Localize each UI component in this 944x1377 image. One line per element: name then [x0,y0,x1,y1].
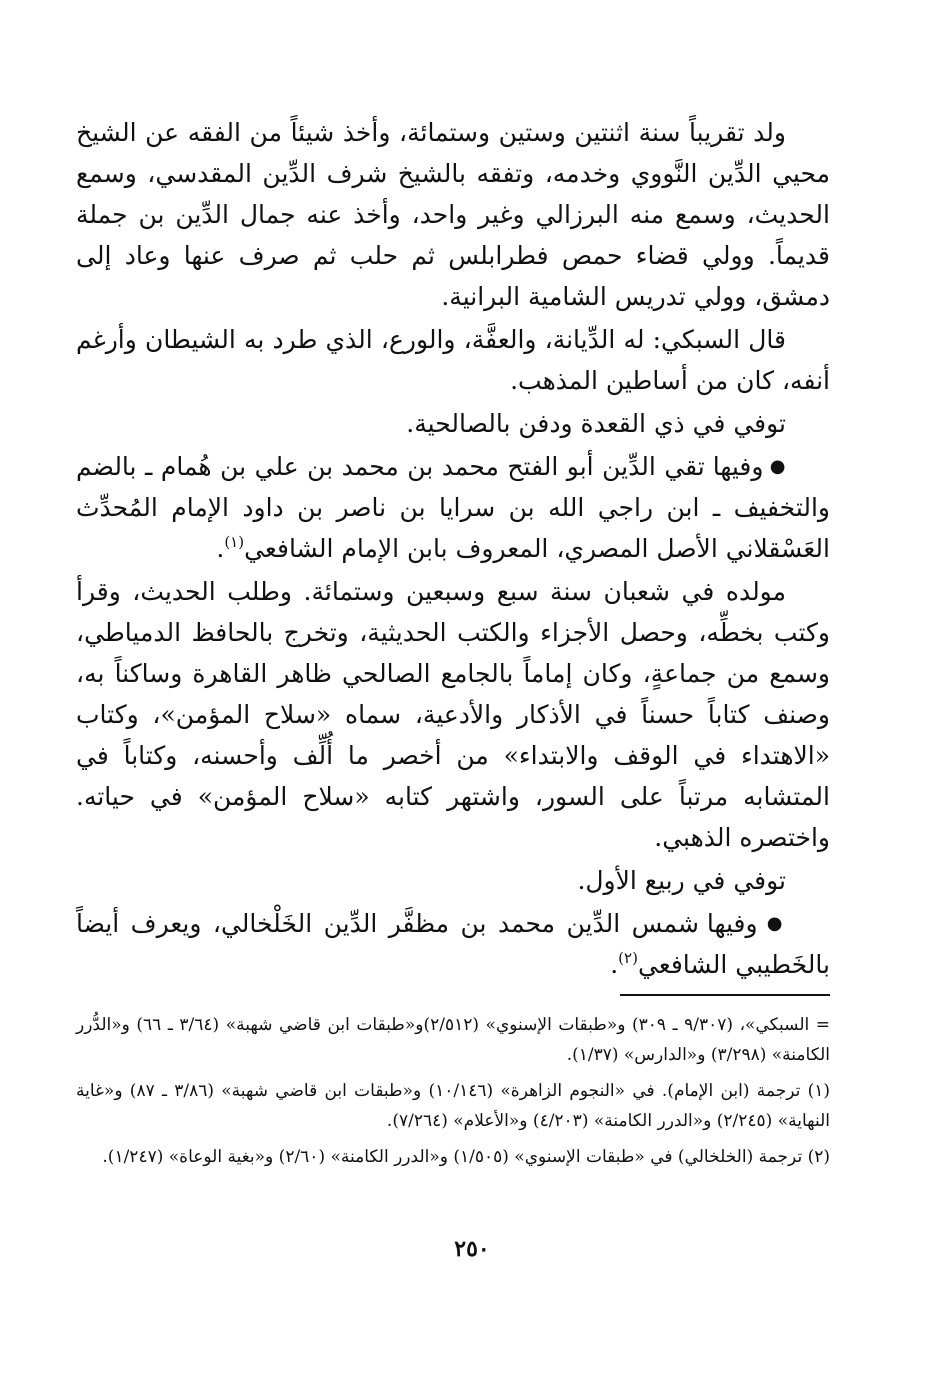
paragraph-death-1: توفي في ذي القعدة ودفن بالصالحية. [406,409,786,438]
paragraph-ibn-alimam-text: وفيها تقي الدِّين أبو الفتح محمد بن محمد بن علي بن هُمام ـ بالضم والتخفيف ـ ابن راجي الله بن سرايا بن ناصر بن داود الإمام المُحدِّث العَسْقلاني الأصل المصري، المعروف بابن الإمام الشافعي [76,452,830,563]
paragraph-khalkhali-entry: ● وفيها شمس الدِّين محمد بن مظفَّر الدِّين الخَلْخالي، ويعرف أيضاً بالخَطيبي الشافعي$^{(٢)}$. [76,903,830,985]
body-text-block [76,112,830,985]
paragraph-subki-quote: قال السبكي: له الدِّيانة، والعفَّة، والورع، الذي طرد به الشيطان وأرغم أنفه، كان من أساطين المذهب. [76,325,830,395]
paragraph-khalkhali-text: وفيها شمس الدِّين محمد بن مظفَّر الدِّين الخَلْخالي، ويعرف أيضاً بالخَطيبي الشافعي [76,909,830,979]
bullet-marker [763,452,786,481]
footnote-continuation: = السبكي»، (٩/٣٠٧ ـ ٣٠٩) و«طبقات الإسنوي» (٢/٥١٢)و«طبقات ابن قاضي شهبة» (٣/٦٤ ـ ٦٦) و«الدُّرر الكامنة» (٣/٢٩٨) و«الدارس» (١/٣٧). [76,1015,831,1065]
page-number: ٢٥٠ [454,1236,490,1262]
paragraph-ibn-alimam-entry: ● وفيها تقي الدِّين أبو الفتح محمد بن محمد بن علي بن هُمام ـ بالضم والتخفيف ـ ابن راجي الله بن سرايا بن ناصر بن داود الإمام المُحدِّث العَسْقلاني الأصل المصري، المعروف بابن الإمام الشافعي$^{(١)}$. [76,446,830,569]
footnote-ref-2[interactable]: (٢) [618,949,638,967]
main-text [76,112,830,987]
footnote-separator [620,994,830,996]
paragraph-biography-birth: ولد تقريباً سنة اثنتين وستين وستمائة، وأخذ شيئاً من الفقه عن الشيخ محيي الدِّين النَّووي وخدمه، وتفقه بالشيخ شرف الدِّين المقدسي، وسمع الحديث، وسمع منه البرزالي وغير واحد، وأخذ عنه جمال الدِّين بن جملة قديماً. وولي قضاء حمص فطرابلس ثم حلب ثم صرف عنها وعاد إلى دمشق، وولي تدريس الشامية البرانية. [76,118,830,311]
paragraph-ibn-alimam-bio: مولده في شعبان سنة سبع وسبعين وستمائة. وطلب الحديث، وقرأ وكتب بخطِّه، وحصل الأجزاء والكتب الحديثية، وتخرج بالحافظ الدمياطي، وسمع من جماعةٍ، وكان إماماً بالجامع الصالحي ظاهر القاهرة وساكناً به، وصنف كتاباً حسناً في الأذكار والأدعية، سماه «سلاح المؤمن»، وكتاب «الاهتداء في الوقف والابتداء» من أخصر ما أُلِّف وأحسنه، وكتاباً في المتشابه مرتباً على السور، واشتهر كتابه «سلاح المؤمن» في حياته. واختصره الذهبي. [76,577,830,852]
footnote-ref-1[interactable]: (١) [224,533,245,551]
bullet-marker [758,909,786,938]
footnotes-section [76,1010,830,1178]
paragraph-death-2: توفي في ربيع الأول. [577,866,786,895]
footnote-2: (٢) ترجمة (الخلخالي) في «طبقات الإسنوي» (١/٥٠٥) و«الدرر الكامنة» (٢/٦٠) و«بغية الوعاة» (١/٢٤٧). [102,1147,830,1167]
footnote-1: (١) ترجمة (ابن الإمام). في «النجوم الزاهرة» (١٠/١٤٦) و«طبقات ابن قاضي شهبة» (٣/٨٦ ـ ٨٧) و«غاية النهاية» (٢/٢٤٥) و«الدرر الكامنة» (٤/٢٠٣) و«الأعلام» (٧/٢٦٤). [76,1081,831,1131]
